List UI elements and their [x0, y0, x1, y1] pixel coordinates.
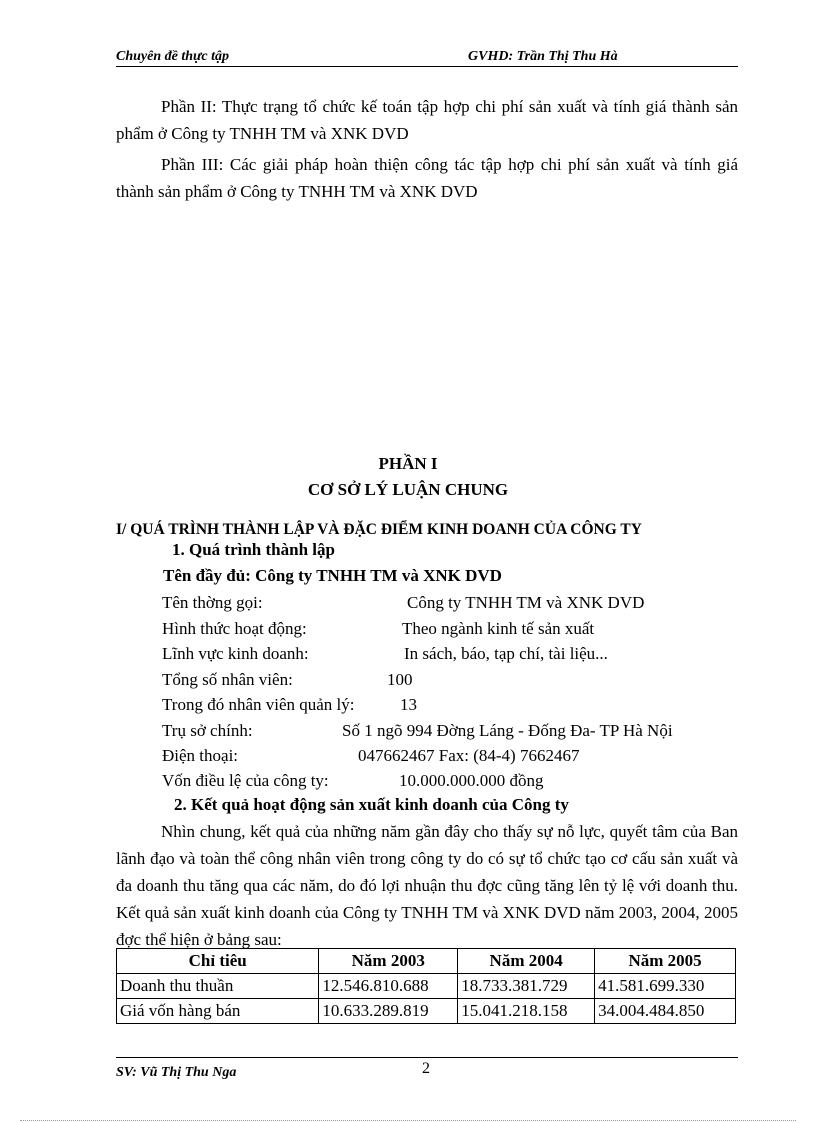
part-subtitle: CƠ SỞ LÝ LUẬN CHUNG: [307, 480, 509, 499]
part-title: PHẦN I: [378, 454, 438, 473]
info-manager-count: Trong đó nhân viên quản lý: 13: [162, 695, 417, 714]
table-header: Chỉ tiêu: [117, 949, 319, 974]
table-header-row: [117, 949, 736, 974]
footer-author: SV: Vũ Thị Thu Nga: [116, 1065, 237, 1080]
info-common-name: Tên thờng gọi: Công ty TNHH TM và XNK DVD: [162, 593, 645, 612]
subsection-2-title: 2. Kết quả hoạt động sản xuất kinh doanh của Công ty: [174, 795, 569, 814]
info-employee-count: Tổng số nhân viên: 100: [162, 670, 413, 689]
subsection-1-title: 1. Quá trình thành lập: [172, 540, 335, 559]
info-headquarters: Trụ sở chính: Số 1 ngõ 994 Đờng Láng - Đống Đa- TP Hà Nội: [162, 721, 673, 740]
table-row: [117, 974, 736, 999]
header-left: Chuyên đề thực tập: [116, 49, 230, 64]
table-header: Năm 2005: [595, 949, 736, 974]
info-phone: Điện thoại: 047662467 Fax: (84-4) 7662467: [162, 746, 580, 765]
table-cell: 18.733.381.729: [458, 974, 595, 999]
table-cell: Giá vốn hàng bán: [117, 999, 319, 1024]
page-header: [116, 46, 738, 67]
table-cell: 10.633.289.819: [319, 999, 458, 1024]
table-cell: 41.581.699.330: [595, 974, 736, 999]
page-number: 2: [422, 1060, 430, 1077]
results-table: [116, 948, 736, 1024]
section-heading: I/ QUÁ TRÌNH THÀNH LẬP VÀ ĐẶC ĐIỂM KINH DOANH CỦA CÔNG TY: [116, 521, 642, 538]
table-cell: 12.546.810.688: [319, 974, 458, 999]
info-charter-capital: Vốn điều lệ của công ty: 10.000.000.000 đồng: [162, 771, 544, 790]
table-header: Năm 2004: [458, 949, 595, 974]
results-paragraph: Nhìn chung, kết quả của những năm gần đây cho thấy sự nỗ lực, quyết tâm của Ban lãnh đạo và toàn thể công nhân viên trong công ty do có sự tổ chức tạo cơ cấu sản xuất và đa doanh thu tăng qua các năm, do đó lợi nhuận thu đợc cũng tăng lên tỷ lệ với doanh thu. Kết quả sản xuất kinh doanh của Công ty TNHH TM và XNK DVD năm 2003, 2004, 2005 đợc thể hiện ở bảng sau:: [116, 822, 738, 949]
table-cell: 34.004.484.850: [595, 999, 736, 1024]
intro-paragraph-3: Phần III: Các giải pháp hoàn thiện công tác tập hợp chi phí sản xuất và tính giá thành sản phẩm ở Công ty TNHH TM và XNK DVD: [116, 155, 738, 201]
table-cell: 15.041.218.158: [458, 999, 595, 1024]
table-header: Năm 2003: [319, 949, 458, 974]
company-full-name: Tên đầy đủ: Công ty TNHH TM và XNK DVD: [163, 566, 502, 585]
page-footer: [116, 1057, 738, 1088]
page-bottom-divider: [20, 1120, 796, 1121]
intro-paragraph-2: Phần II: Thực trạng tổ chức kế toán tập hợp chi phí sản xuất và tính giá thành sản phẩm ở Công ty TNHH TM và XNK DVD: [116, 97, 738, 143]
table-cell: Doanh thu thuần: [117, 974, 319, 999]
header-right: GVHD: Trần Thị Thu Hà: [468, 49, 618, 64]
table-row: [117, 999, 736, 1024]
info-activity-form: Hình thức hoạt động: Theo ngành kinh tế sản xuất: [162, 619, 595, 638]
info-business-field: Lĩnh vực kinh doanh: In sách, báo, tạp chí, tài liệu...: [162, 644, 608, 663]
